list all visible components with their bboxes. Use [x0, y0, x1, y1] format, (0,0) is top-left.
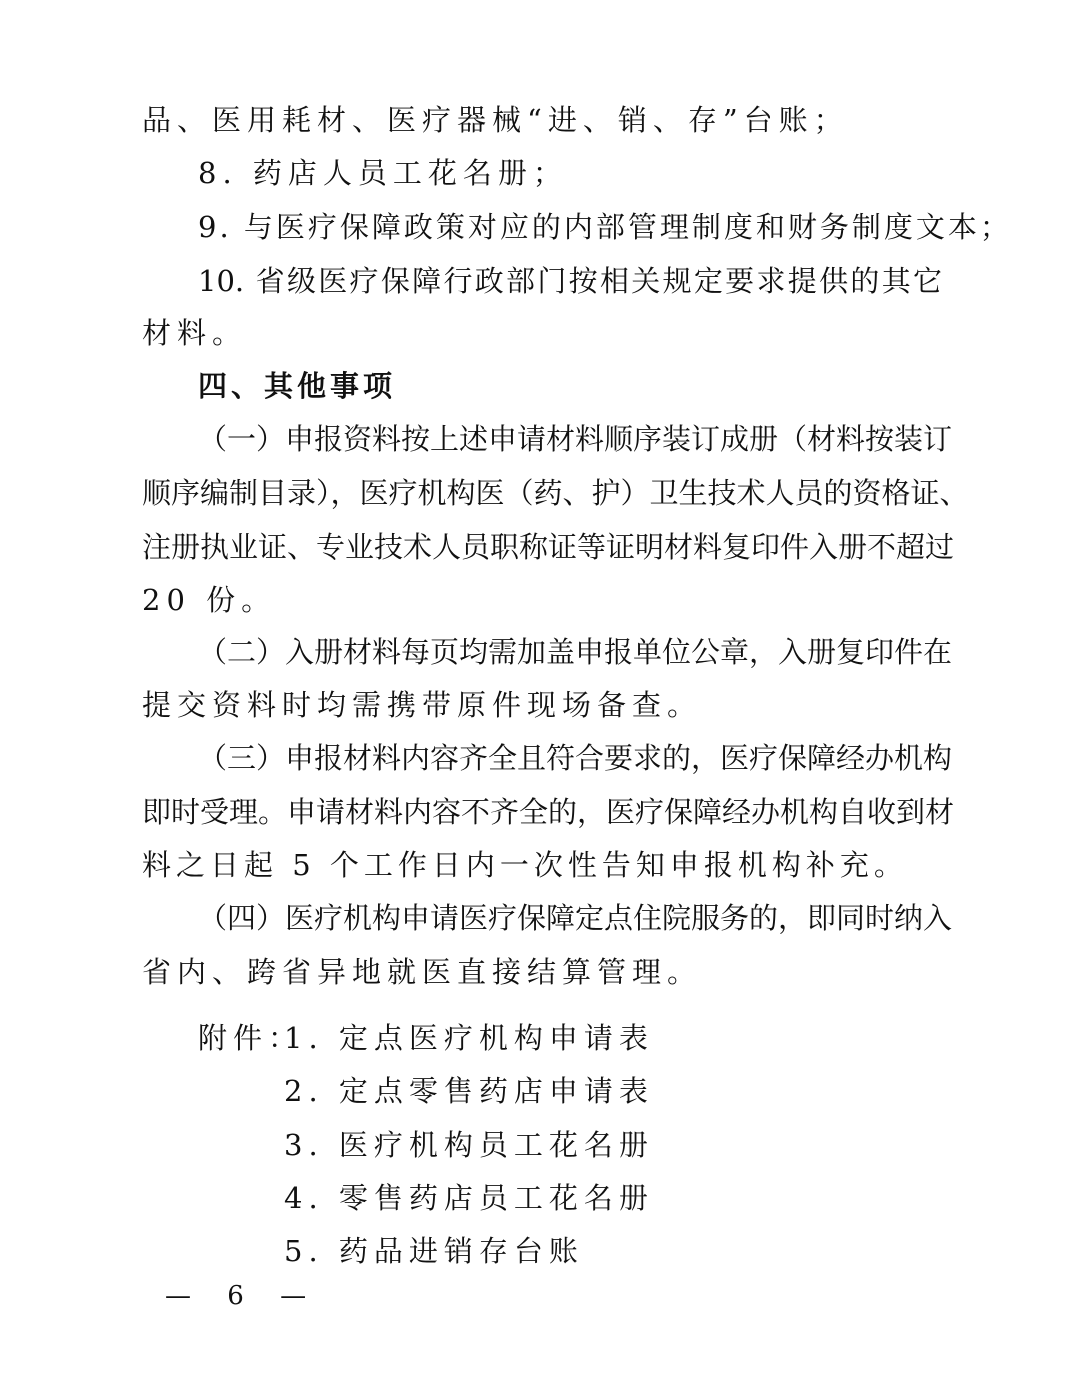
paragraph-line: 料之日起 5 个工作日内一次性告知申报机构补充。 — [142, 848, 908, 882]
paragraph-line: （三）申报材料内容齐全且符合要求的，医疗保障经办机构 — [198, 741, 953, 775]
attachments-label: 附件： — [198, 1021, 304, 1055]
body-line: 品、医用耗材、医疗器械“进、销、存”台账； — [142, 103, 849, 137]
attachment-item: 1. 定点医疗机构申请表 — [284, 1021, 654, 1055]
body-line: 10. 省级医疗保障行政部门按相关规定要求提供的其它 — [198, 264, 942, 298]
body-line: 9. 与医疗保障政策对应的内部管理制度和财务制度文本； — [198, 210, 1012, 244]
attachment-item: 4. 零售药店员工花名册 — [284, 1181, 654, 1215]
paragraph-line: （一）申报资料按上述申请材料顺序装订成册（材料按装订 — [198, 422, 953, 456]
paragraph-line: （二）入册材料每页均需加盖申报单位公章，入册复印件在 — [198, 635, 953, 669]
attachment-item: 3. 医疗机构员工花名册 — [284, 1128, 654, 1162]
paragraph-line: 即时受理。申请材料内容不齐全的，医疗保障经办机构自收到材 — [142, 795, 955, 829]
body-line: 材料。 — [142, 316, 248, 350]
paragraph-line: 20 份。 — [142, 583, 277, 617]
page-number: — 6 — — [165, 1281, 321, 1311]
section-heading: 四、其他事项 — [198, 369, 397, 403]
paragraph-line: （四）医疗机构申请医疗保障定点住院服务的，即同时纳入 — [198, 901, 953, 935]
paragraph-line: 省内、跨省异地就医直接结算管理。 — [142, 955, 703, 989]
attachment-item: 2. 定点零售药店申请表 — [284, 1074, 654, 1108]
paragraph-line: 注册执业证、专业技术人员职称证等证明材料复印件入册不超过 — [142, 530, 955, 564]
attachment-item: 5. 药品进销存台账 — [284, 1234, 584, 1268]
paragraph-line: 提交资料时均需携带原件现场备查。 — [142, 688, 703, 722]
body-line: 8. 药店人员工花名册； — [198, 156, 568, 190]
paragraph-line: 顺序编制目录），医疗机构医（药、护）卫生技术人员的资格证、 — [142, 476, 969, 510]
